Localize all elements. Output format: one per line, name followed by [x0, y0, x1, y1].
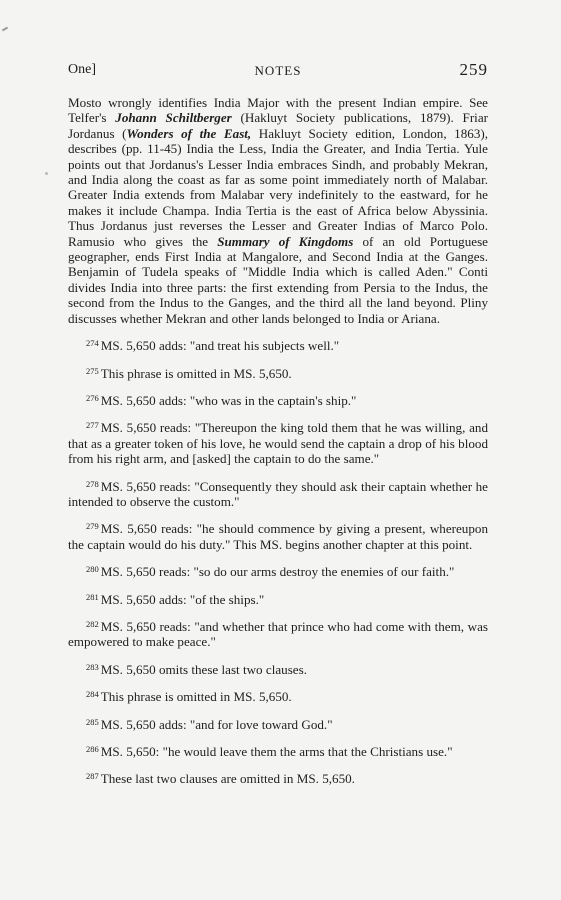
footnote-280	[68, 562, 488, 579]
footnote-text: MS. 5,650: "he would leave them the arms that the Christians use."	[100, 744, 453, 759]
footnote-text: This phrase is omitted in MS. 5,650.	[100, 689, 292, 705]
intro-text: (Hakluyt Society publications, 1879). Friar Jordanus (	[68, 110, 488, 141]
footnote-number: 274	[86, 338, 99, 349]
footnote-number: 287	[86, 771, 99, 782]
footnote-283	[68, 660, 488, 677]
footnote-text: MS. 5,650 reads: "Consequently they should ask their captain whether he intended to observe the custom."	[68, 478, 488, 509]
book-title: Johann Schiltberger	[115, 110, 232, 126]
footnote-275	[68, 364, 488, 381]
footnote-number: 283	[86, 661, 99, 672]
footnote-text: MS. 5,650 adds: "and for love toward God."	[100, 716, 333, 732]
intro-text: Mosto wrongly identifies India Major with the present Indian empire. See Telfer's	[68, 95, 488, 126]
footnote-text: MS. 5,650 reads: "Thereupon the king told them that he was willing, and that as a greater token of his love, he would send the captain a drop of his blood from his right arm, and [asked] the captain to do the same."	[68, 420, 488, 467]
footnote-number: 281	[86, 591, 99, 602]
section-title: NOTES	[254, 63, 302, 78]
footnote-text: MS. 5,650 reads: "and whether that prince who had come with them, was empowered to make peace."	[68, 618, 488, 650]
footnote-284	[68, 687, 488, 704]
footnote-278	[68, 477, 488, 510]
chapter-marker: One]	[68, 62, 96, 77]
footnote-text: MS. 5,650 adds: "of the ships."	[100, 591, 265, 607]
book-title: Wonders of the East,	[126, 125, 252, 141]
footnote-number: 275	[86, 365, 99, 376]
notes-body	[68, 95, 488, 787]
footnote-number: 278	[86, 478, 99, 489]
footnote-number: 284	[86, 689, 99, 700]
footnote-number: 276	[86, 392, 99, 403]
footnote-285	[68, 715, 488, 732]
footnote-text: MS. 5,650 adds: "who was in the captain's ship."	[100, 392, 357, 408]
footnote-number: 280	[86, 564, 99, 575]
intro-text: Hakluyt Society edition, London, 1863), describes (pp. 11-45) India the Less, India the Greater, and India Tertia. Yule points out that Jordanus's Lesser India embraces Sindh, and probably Mekran, and India along the coast as far as some point immediately north of Malabar. Greater India extends from Malabar very indefinitely to the eastward, for he makes it include Champa. India Tertia is the east of Africa below Abyssinia. Thus Jordanus just reverses the Lesser and Greater Indias of Marco Polo. Ramusio who gives the	[68, 125, 489, 249]
footnote-number: 282	[86, 618, 99, 629]
footnote-text: MS. 5,650 omits these last two clauses.	[100, 661, 307, 677]
book-title: Summary of Kingdoms	[217, 233, 354, 249]
footnote-text: MS. 5,650 adds: "and treat his subjects well."	[100, 338, 340, 354]
running-header	[68, 60, 488, 82]
page-number: 259	[459, 60, 488, 79]
scan-footer-strip	[0, 896, 561, 900]
intro-text: of an old Portuguese geographer, ends First India at Mangalore, and Second India at the Ganges. Benjamin of Tudela speaks of "Middle India which is called Aden." Conti divides India into three parts: the first extending from Persia to the Indus, the second from the Indus to the Ganges, and the third all the land beyond. Pliny discusses whether Mekran and other lands belonged to India or Ariana.	[68, 233, 488, 326]
footnote-text: MS. 5,650 reads: "so do our arms destroy the enemies of our faith."	[100, 564, 455, 580]
footnote-287	[68, 769, 488, 786]
footnote-279	[68, 519, 488, 552]
scan-mark	[2, 27, 8, 32]
footnote-281	[68, 590, 488, 607]
footnote-text: This phrase is omitted in MS. 5,650.	[100, 365, 292, 381]
footnote-text: These last two clauses are omitted in MS. 5,650.	[100, 771, 355, 787]
footnote-286	[68, 742, 488, 759]
footnote-282	[68, 617, 488, 650]
footnote-277	[68, 418, 488, 466]
footnote-number: 279	[86, 521, 99, 532]
footnote-number: 285	[86, 716, 99, 727]
footnote-number: 286	[86, 744, 99, 754]
footnote-text: MS. 5,650 reads: "he should commence by giving a present, whereupon the captain would do his duty." This MS. begins another chapter at this point.	[68, 521, 488, 552]
footnote-274	[68, 336, 488, 353]
footnote-276	[68, 391, 488, 408]
footnote-number: 277	[86, 420, 99, 431]
scan-speck	[45, 172, 48, 175]
intro-paragraph	[68, 95, 488, 326]
